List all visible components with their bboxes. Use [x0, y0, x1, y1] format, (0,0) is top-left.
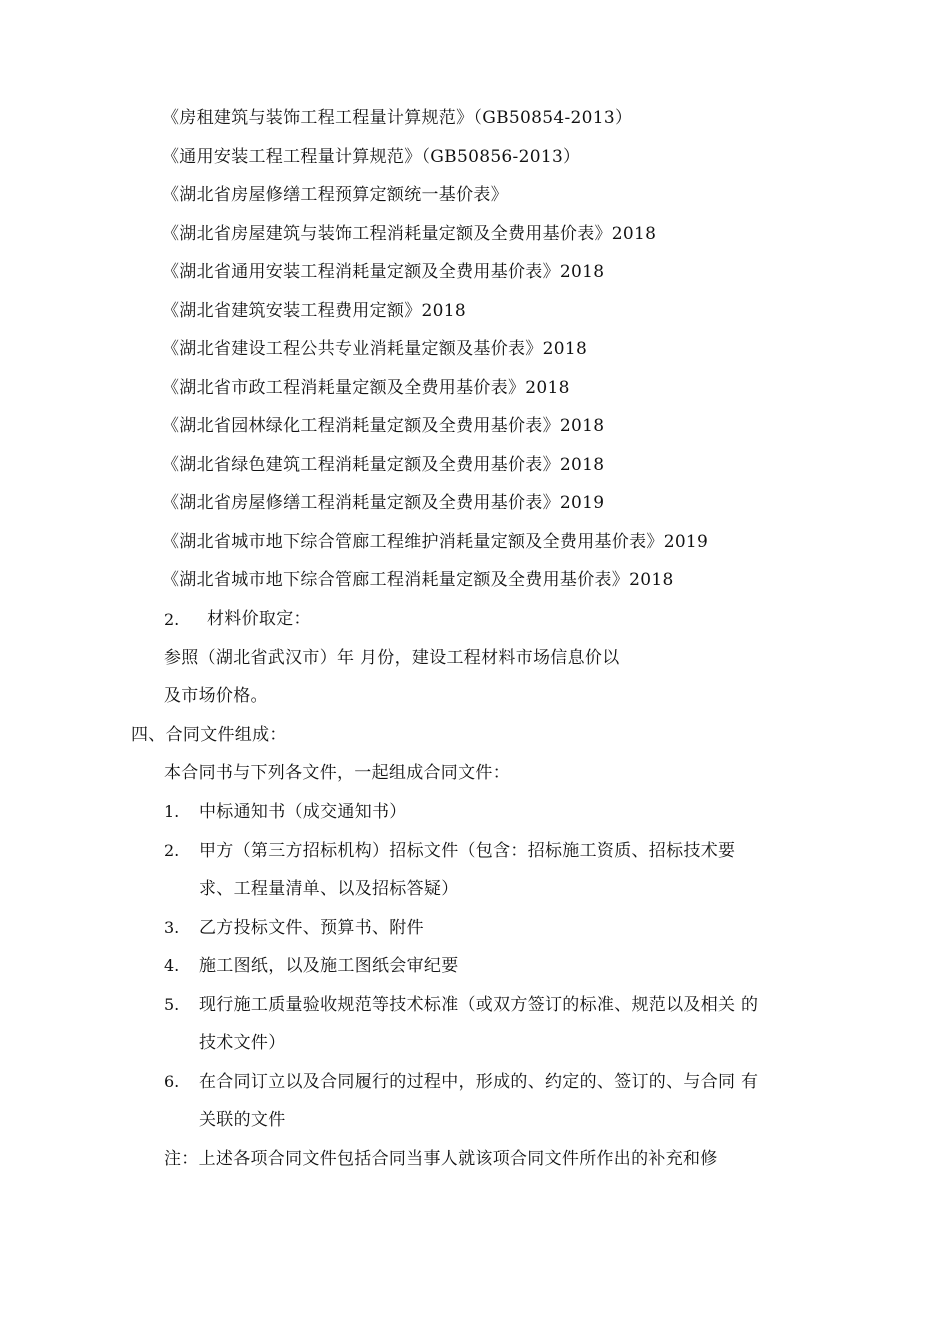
- standard-item: 《湖北省房屋建筑与装饰工程消耗量定额及全费用基价表》2018: [162, 224, 657, 244]
- standard-item: 《湖北省通用安装工程消耗量定额及全费用基价表》2018: [162, 262, 605, 282]
- list-item: 乙方投标文件、预算书、附件: [199, 918, 424, 938]
- list-item-number: 1.: [164, 802, 180, 821]
- list-item: 中标通知书（成交通知书）: [199, 802, 407, 822]
- list-item: 施工图纸，以及施工图纸会审纪要: [199, 956, 459, 976]
- list-item-number: 4.: [164, 956, 180, 975]
- standard-item: 《湖北省房屋修缮工程预算定额统一基价表》: [162, 185, 508, 205]
- material-body: 参照（湖北省武汉市）年 月份，建设工程材料市场信息价以: [164, 648, 620, 668]
- material-body-cont: 及市场价格。: [164, 686, 268, 706]
- standard-item: 《湖北省绿色建筑工程消耗量定额及全费用基价表》2018: [162, 455, 605, 475]
- standard-item: 《通用安装工程工程量计算规范》（GB50856-2013）: [162, 147, 581, 167]
- standard-item: 《湖北省建筑安装工程费用定额》2018: [162, 301, 466, 321]
- standard-item: 《湖北省房屋修缮工程消耗量定额及全费用基价表》2019: [162, 493, 605, 513]
- list-item-cont: 求、工程量清单、以及招标答疑）: [199, 879, 459, 899]
- list-item-number: 5.: [164, 995, 180, 1014]
- standard-item: 《湖北省建设工程公共专业消耗量定额及基价表》2018: [162, 339, 588, 359]
- section-heading: 四、合同文件组成：: [131, 725, 287, 745]
- list-item: 现行施工质量验收规范等技术标准（或双方签订的标准、规范以及相关 的: [199, 995, 759, 1015]
- list-item: 甲方（第三方招标机构）招标文件（包含：招标施工资质、招标技术要: [199, 841, 736, 861]
- list-item-number: 2.: [164, 841, 180, 860]
- section-note: 注：上述各项合同文件包括合同当事人就该项合同文件所作出的补充和修: [164, 1149, 718, 1169]
- list-item: 在合同订立以及合同履行的过程中，形成的、约定的、签订的、与合同 有: [199, 1072, 759, 1092]
- standard-item: 《湖北省城市地下综合管廊工程消耗量定额及全费用基价表》2018: [162, 570, 674, 590]
- list-item-number: 3.: [164, 918, 180, 937]
- section-intro: 本合同书与下列各文件，一起组成合同文件：: [164, 763, 510, 783]
- material-heading: 材料价取定：: [207, 609, 311, 629]
- list-item-number: 6.: [164, 1072, 180, 1091]
- list-item-cont: 技术文件）: [199, 1033, 286, 1053]
- list-item-cont: 关联的文件: [199, 1110, 286, 1130]
- standard-item: 《房租建筑与装饰工程工程量计算规范》（GB50854-2013）: [162, 108, 633, 128]
- standard-item: 《湖北省园林绿化工程消耗量定额及全费用基价表》2018: [162, 416, 605, 436]
- standard-item: 《湖北省市政工程消耗量定额及全费用基价表》2018: [162, 378, 570, 398]
- standard-item: 《湖北省城市地下综合管廊工程维护消耗量定额及全费用基价表》2019: [162, 532, 709, 552]
- material-number: 2.: [164, 610, 180, 629]
